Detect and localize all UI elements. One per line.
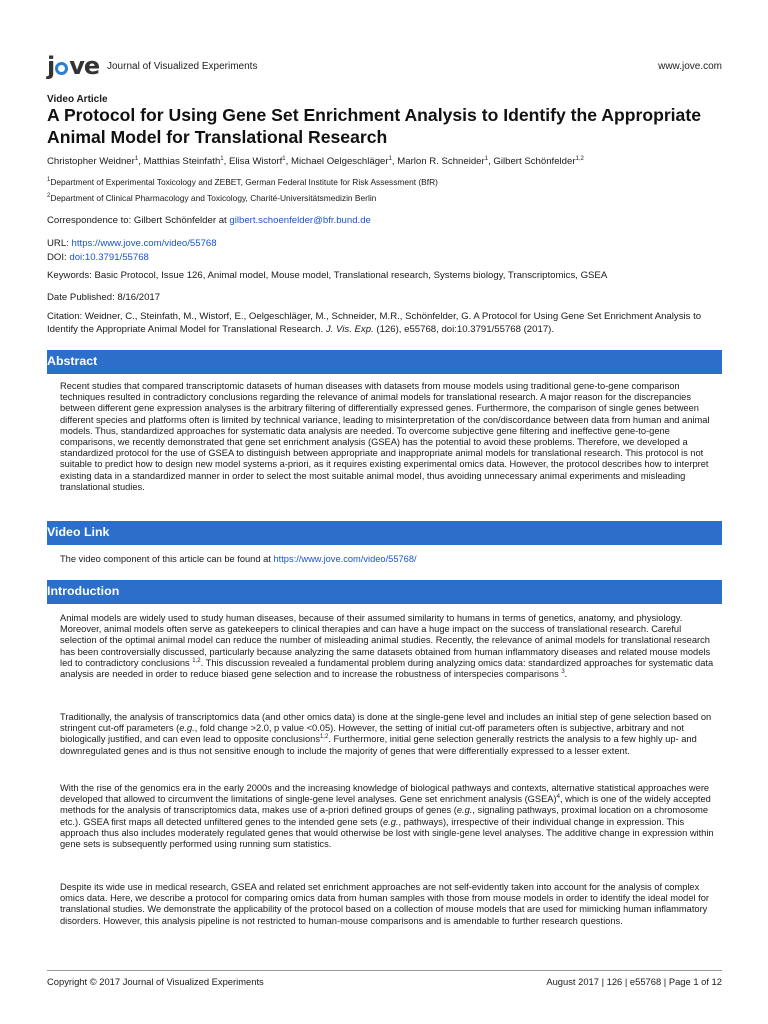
paragraph-text: , which is one of the widely accepted methods for the analysis of transcriptomics data, makes use of a-priori defined groups of genes ( (60, 794, 711, 816)
italic-eg: e.g. (179, 723, 195, 734)
footer-copyright: Copyright © 2017 Journal of Visualized Experiments (47, 976, 264, 987)
affiliation-text: Department of Clinical Pharmacology and Toxicology, Charité-Universitätsmedizin Berlin (50, 193, 377, 203)
author-affiliation-marker: 1 (484, 156, 489, 162)
correspondence (47, 215, 371, 226)
author-name: Gilbert Schönfelder (493, 156, 576, 167)
author-affiliation-marker: 1 (220, 156, 224, 162)
article-doi (47, 252, 149, 263)
doi-label: DOI: (47, 252, 70, 263)
logo-letters-ve: ve (69, 52, 100, 80)
paragraph-text: Traditionally, the analysis of transcriptomics data (and other omics data) is done at the single-gene level and includes an initial step of gene selection based on stringent cut-off parameters ( (60, 712, 712, 734)
author-name: Matthias Steinfath (143, 156, 221, 167)
correspondence-label: Correspondence to: Gilbert Schönfelder at (47, 215, 230, 226)
paragraph-text: With the rise of the genomics era in the early 2000s and the increasing knowledge of biological pathways and contexts, alternative statistical approaches were developed that allowed to circumvent the limitations of single-gene level analyses. Gene set enrichment analysis (GSEA) (60, 783, 710, 805)
affiliation-2 (47, 193, 376, 203)
article-type: Video Article (47, 94, 108, 105)
author-affiliation-marker: 1 (134, 156, 139, 162)
keywords: Keywords: Basic Protocol, Issue 126, Animal model, Mouse model, Translational research, Systems biology, Transcriptomics, GSEA (47, 270, 608, 281)
reference-marker: 3 (561, 669, 565, 676)
paragraph-text: . (564, 669, 568, 680)
affiliation-text: Department of Experimental Toxicology and ZEBET, German Federal Institute for Risk Assessment (BfR) (50, 177, 438, 187)
article-url-link[interactable]: https://www.jove.com/video/55768 (71, 238, 217, 249)
intro-paragraph-4: Despite its wide use in medical research, GSEA and related set enrichment approaches are not self-evidently taken into account for the analysis of complex omics data. Here, we describe a protocol for comparing omics data from human samples with those from mouse models in order to identify the ideal model for translational studies. We demonstrate the applicability of the protocol based on a collection of mouse models that are used for mimicking human inflammatory disorders. However, this analysis pipeline is not restricted to human-mouse comparisons and is amendable to further research questions. (60, 882, 710, 926)
logo-letter-j: j (47, 52, 55, 80)
paragraph-text: , fold change >2.0, p value <0.05). However, the setting of initial cut-off parameters often is subjective, arbitrary and not biologically justified, and can even lead to opposite conclusions (60, 723, 684, 745)
correspondence-email-link[interactable]: gilbert.schoenfelder@bfr.bund.de (229, 215, 371, 226)
author-affiliation-marker: 1,2 (575, 156, 584, 162)
section-header-video-link (47, 521, 722, 545)
reference-marker: 1,2 (319, 734, 329, 741)
section-title: Abstract (47, 354, 98, 368)
footer-page-info: August 2017 | 126 | e55768 | Page 1 of 12 (546, 976, 722, 987)
paragraph-text: , signaling pathways, proximal location on a chromosome etc.). GSEA first maps all detected unfiltered genes to the intended gene sets ( (60, 805, 709, 827)
video-link-paragraph (60, 554, 720, 565)
section-title: Video Link (47, 525, 110, 539)
author-affiliation-marker: 1 (282, 156, 286, 162)
site-url[interactable]: www.jove.com (658, 61, 722, 72)
footer-divider (47, 970, 722, 971)
paragraph-text: . Furthermore, initial gene selection generally restricts the analysis to a few highly up- and downregulated genes and is thus not sensitive enough to include the majority of genes that were differentially expressed to a lesser extent. (60, 734, 697, 756)
paragraph-text: Animal models are widely used to study human diseases, because of their assumed similarity to humans in terms of genetics, anatomy, and physiology. Moreover, animal models often serve as gatekeepers to clinical therapies and can have a huge impact on the success of translational research. Careful selection of the optimal animal model can reduce the number of misleading animal studies. Recently, the relevance of animal models for translational research has been controversially discussed, particularly because analyzing the same datasets obtained from human inflammatory diseases and related mouse models led to contradictory conclusions (60, 613, 711, 668)
author-affiliation-marker: 1 (388, 156, 392, 162)
citation (47, 311, 719, 336)
section-header-introduction (47, 580, 722, 604)
paragraph-text: , pathways), irrespective of their individual change in expression. This approach thus also includes moderately regulated genes that would otherwise be lost with single-gene level analyses. The additive change in expression within gene sets is subsequently performed using running sum statistics. (60, 816, 714, 850)
doi-link[interactable]: doi:10.3791/55768 (69, 252, 149, 263)
italic-eg: e.g. (383, 816, 399, 827)
author-name: Christopher Weidner (47, 156, 135, 167)
italic-eg: e.g. (456, 805, 473, 816)
citation-journal: J. Vis. Exp. (325, 323, 374, 335)
author-name: Marlon R. Schneider (397, 156, 485, 167)
reference-marker: 1,2 (192, 657, 201, 664)
author-name: Elisa Wistorf (228, 156, 283, 167)
video-link-text: The video component of this article can be found at (60, 554, 274, 564)
paragraph-text: . This discussion revealed a fundamental problem during analyzing omics data: standardized approaches for systematic data analysis are needed in order to reduce biased gene selection and to increase the robustness of interspecies comparisons (60, 657, 714, 680)
journal-name: Journal of Visualized Experiments (107, 61, 258, 72)
abstract-text: Recent studies that compared transcriptomic datasets of human diseases with datasets from mouse models using traditional gene-to-gene comparison techniques resulted in contradictory conclusions regarding the relevance of animal models for translational research. A major reason for the discrepancies between different gene expression analyses is the arbitrary filtering of differentially expressed genes. Furthermore, the comparison of single genes between different species and platforms often is limited by technical variance, leading to misinterpretation of the con/discordance between data from human and animal models. Thus, standardized approaches for systematic data analysis are needed. To overcome subjective gene filtering and ineffective gene-to-gene comparisons, we recently demonstrated that gene set enrichment analysis (GSEA) has the potential to avoid these problems. Therefore, we developed a standardized protocol for the use of GSEA to distinguish between appropriate and inappropriate animal models for translational research. This protocol is not suitable to predict how to design new model systems a-priori, as it requires existing experimental omics data. However, the protocol describes how to interpret existing data in a standardized manner in order to select the most suitable animal model, thus avoiding unnecessary animal experiments and misleading translational studies. (60, 381, 710, 492)
reference-marker: 4 (556, 794, 560, 801)
author-list: Christopher Weidner$^1$, Matthias Steinfath$^1$, Elisa Wistorf$^1$, Michael Oelgeschläger$^1$, Marlon R. Schneider$^1$, Gilbert Schönfelder$^{1,2}$ (47, 156, 584, 167)
section-title: Introduction (47, 584, 120, 598)
intro-paragraph-2 (60, 712, 720, 757)
page-header (47, 52, 722, 80)
author-name: Michael Oelgeschläger (290, 156, 389, 167)
article-title: A Protocol for Using Gene Set Enrichment Analysis to Identify the Appropriate Animal Model for Translational Research (47, 105, 701, 147)
affiliation-1 (47, 177, 438, 187)
section-header-abstract (47, 350, 722, 374)
intro-paragraph-1 (60, 613, 720, 680)
video-link[interactable]: https://www.jove.com/video/55768/ (273, 554, 417, 564)
article-url (47, 238, 217, 249)
date-published: Date Published: 8/16/2017 (47, 292, 161, 303)
url-label: URL: (47, 238, 72, 249)
affiliation-number: 1 (47, 177, 51, 183)
logo-o-icon (55, 62, 68, 75)
affiliation-number: 2 (47, 193, 51, 199)
intro-paragraph-3 (60, 783, 720, 850)
jove-logo[interactable] (47, 52, 99, 80)
citation-text: Citation: Weidner, C., Steinfath, M., Wistorf, E., Oelgeschläger, M., Schneider, M.R., Schönfelder, G. A Protocol for Using Gene Set Enrichment Analysis to Identify the Appropriate Animal Model for Translational Research. (47, 311, 702, 335)
citation-tail: (126), e55768, doi:10.3791/55768 (2017). (373, 323, 555, 335)
